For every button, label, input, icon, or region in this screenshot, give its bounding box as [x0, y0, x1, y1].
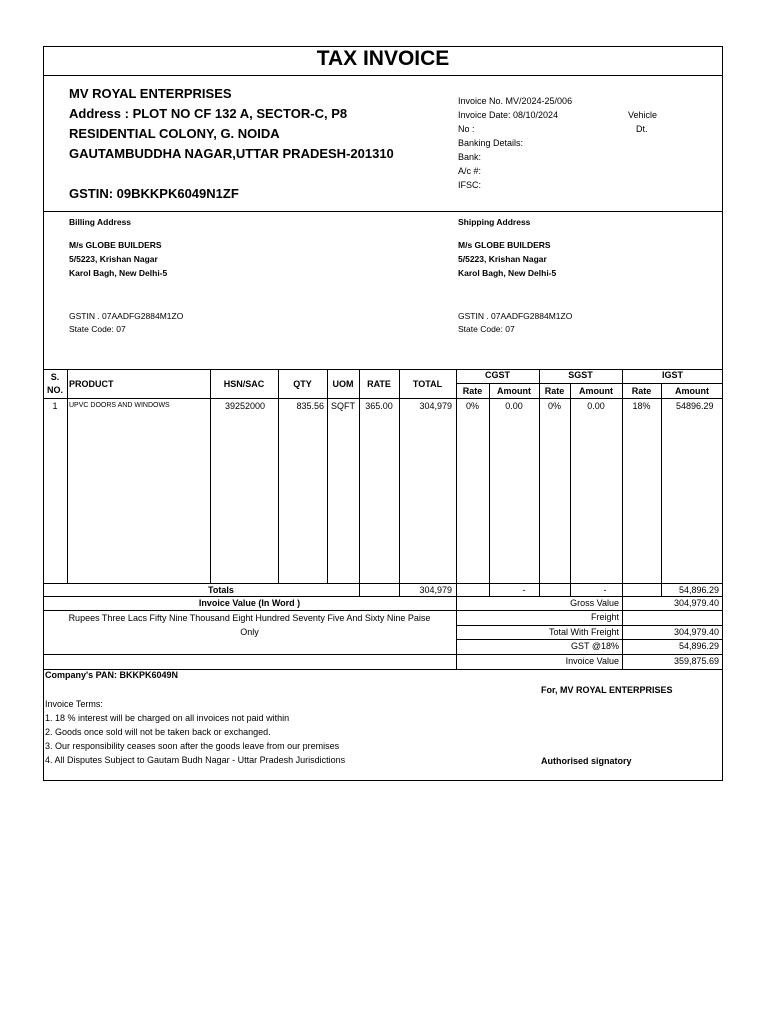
header-uom: UOM	[332, 379, 354, 389]
row-hsn: 39252000	[225, 401, 266, 411]
summary-label: Freight	[590, 612, 619, 622]
row-sgst-amount: 0.00	[587, 401, 605, 411]
banking-details-label: Banking Details:	[458, 138, 524, 148]
header-igst: IGST	[661, 370, 683, 380]
summary-label: Gross Value	[570, 598, 619, 608]
header-igst-rate: Rate	[631, 386, 652, 396]
terms-heading: Invoice Terms:	[45, 699, 103, 709]
header-igst-amount: Amount	[675, 386, 709, 396]
vehicle-no-label: No :	[458, 124, 475, 134]
divider	[43, 75, 723, 76]
header-cgst-rate: Rate	[462, 386, 483, 396]
summary-value: 359,875.69	[673, 656, 719, 666]
summary-line	[456, 625, 723, 626]
words-heading: Invoice Value (In Word )	[198, 598, 301, 608]
words-line: Rupees Three Lacs Fifty Nine Thousand Eight Hundred Seventy Five And Sixty Nine Paise	[68, 613, 431, 623]
invoice-title: TAX INVOICE	[316, 47, 450, 70]
row-igst-amount: 54896.29	[676, 401, 714, 411]
seller-name: MV ROYAL ENTERPRISES	[69, 86, 232, 101]
term-item: 1. 18 % interest will be charged on all invoices not paid within	[45, 713, 290, 723]
term-item: 4. All Disputes Subject to Gautam Budh Nagar - Uttar Pradesh Jurisdictions	[45, 755, 346, 765]
summary-label: GST @18%	[571, 641, 619, 651]
totals-igst: 54,896.29	[678, 585, 719, 595]
header-cgst-amount: Amount	[497, 386, 531, 396]
shipping-state: State Code: 07	[458, 324, 515, 334]
totals-sgst: -	[603, 585, 607, 595]
vehicle-date-label: Dt.	[636, 124, 648, 134]
row-cgst-rate: 0%	[465, 401, 479, 411]
summary-line	[456, 654, 723, 655]
row-total: 304,979	[419, 401, 452, 411]
divider	[43, 610, 456, 611]
summary-value: 304,979.40	[673, 627, 719, 637]
authorised-signatory: Authorised signatory	[541, 756, 632, 766]
header-rate: RATE	[367, 379, 391, 389]
summary-line	[456, 639, 723, 640]
header-product: PRODUCT	[69, 379, 114, 389]
seller-address-line: RESIDENTIAL COLONY, G. NOIDA	[69, 126, 280, 141]
header-sgst-rate: Rate	[544, 386, 565, 396]
header-hsn: HSN/SAC	[223, 379, 265, 389]
totals-row-top	[43, 583, 723, 584]
summary-label: Invoice Value	[565, 656, 619, 666]
row-sgst-rate: 0%	[547, 401, 561, 411]
bank-label: Bank:	[458, 152, 482, 162]
header-total: TOTAL	[412, 379, 443, 389]
table-header-bottom	[43, 398, 723, 399]
vehicle-label: Vehicle	[628, 110, 658, 120]
billing-state: State Code: 07	[69, 324, 126, 334]
shipping-gstin: GSTIN . 07AADFG2884M1ZO	[458, 311, 573, 321]
account-label: A/c #:	[458, 166, 482, 176]
col-line	[210, 369, 211, 583]
row-product: UPVC DOORS AND WINDOWS	[69, 402, 170, 409]
words-line: Only	[240, 627, 259, 637]
shipping-line: Karol Bagh, New Delhi-5	[458, 268, 557, 278]
billing-name: M/s GLOBE BUILDERS	[69, 240, 162, 250]
summary-label: Total With Freight	[548, 627, 619, 637]
header-sno: NO.	[46, 385, 63, 395]
totals-label: Totals	[208, 585, 234, 595]
totals-cgst: -	[522, 585, 526, 595]
summary-value: 304,979.40	[673, 598, 719, 608]
divider	[43, 654, 456, 655]
summary-value: 54,896.29	[678, 641, 719, 651]
col-line	[661, 383, 662, 596]
header-cgst: CGST	[484, 370, 510, 380]
header-sno: S.	[50, 372, 60, 382]
row-cgst-amount: 0.00	[505, 401, 523, 411]
totals-total: 304,979	[419, 585, 452, 595]
invoice-number: Invoice No. MV/2024-25/006	[458, 96, 573, 106]
company-pan: Company's PAN: BKKPK6049N	[45, 670, 179, 680]
shipping-line: 5/5223, Krishan Nagar	[458, 254, 547, 264]
col-line	[570, 383, 571, 596]
billing-gstin: GSTIN . 07AADFG2884M1ZO	[69, 311, 184, 321]
summary-line	[456, 610, 723, 611]
row-sno: 1	[52, 401, 58, 411]
term-item: 3. Our responsibility ceases soon after the goods leave from our premises	[45, 741, 340, 751]
billing-line: Karol Bagh, New Delhi-5	[69, 268, 168, 278]
seller-gstin: GSTIN: 09BKKPK6049N1ZF	[69, 186, 239, 201]
col-line	[67, 369, 68, 583]
header-sgst-amount: Amount	[579, 386, 613, 396]
row-uom: SQFT	[331, 401, 355, 411]
row-qty: 835.56	[296, 401, 324, 411]
for-company: For, MV ROYAL ENTERPRISES	[541, 685, 673, 695]
seller-address-line: Address : PLOT NO CF 132 A, SECTOR-C, P8	[69, 106, 348, 121]
shipping-heading: Shipping Address	[458, 217, 531, 227]
totals-row-bottom	[43, 596, 723, 597]
billing-heading: Billing Address	[69, 217, 132, 227]
row-igst-rate: 18%	[632, 401, 651, 411]
divider	[43, 211, 723, 212]
col-line	[489, 383, 490, 596]
seller-address-line: GAUTAMBUDDHA NAGAR,UTTAR PRADESH-201310	[69, 146, 394, 161]
term-item: 2. Goods once sold will not be taken back or exchanged.	[45, 727, 271, 737]
header-sgst: SGST	[568, 370, 593, 380]
invoice-date: Invoice Date: 08/10/2024	[458, 110, 559, 120]
header-qty: QTY	[293, 379, 312, 389]
shipping-name: M/s GLOBE BUILDERS	[458, 240, 551, 250]
ifsc-label: IFSC:	[458, 180, 482, 190]
gst-subheader-line	[456, 383, 723, 384]
billing-line: 5/5223, Krishan Nagar	[69, 254, 158, 264]
row-rate: 365.00	[365, 401, 393, 411]
